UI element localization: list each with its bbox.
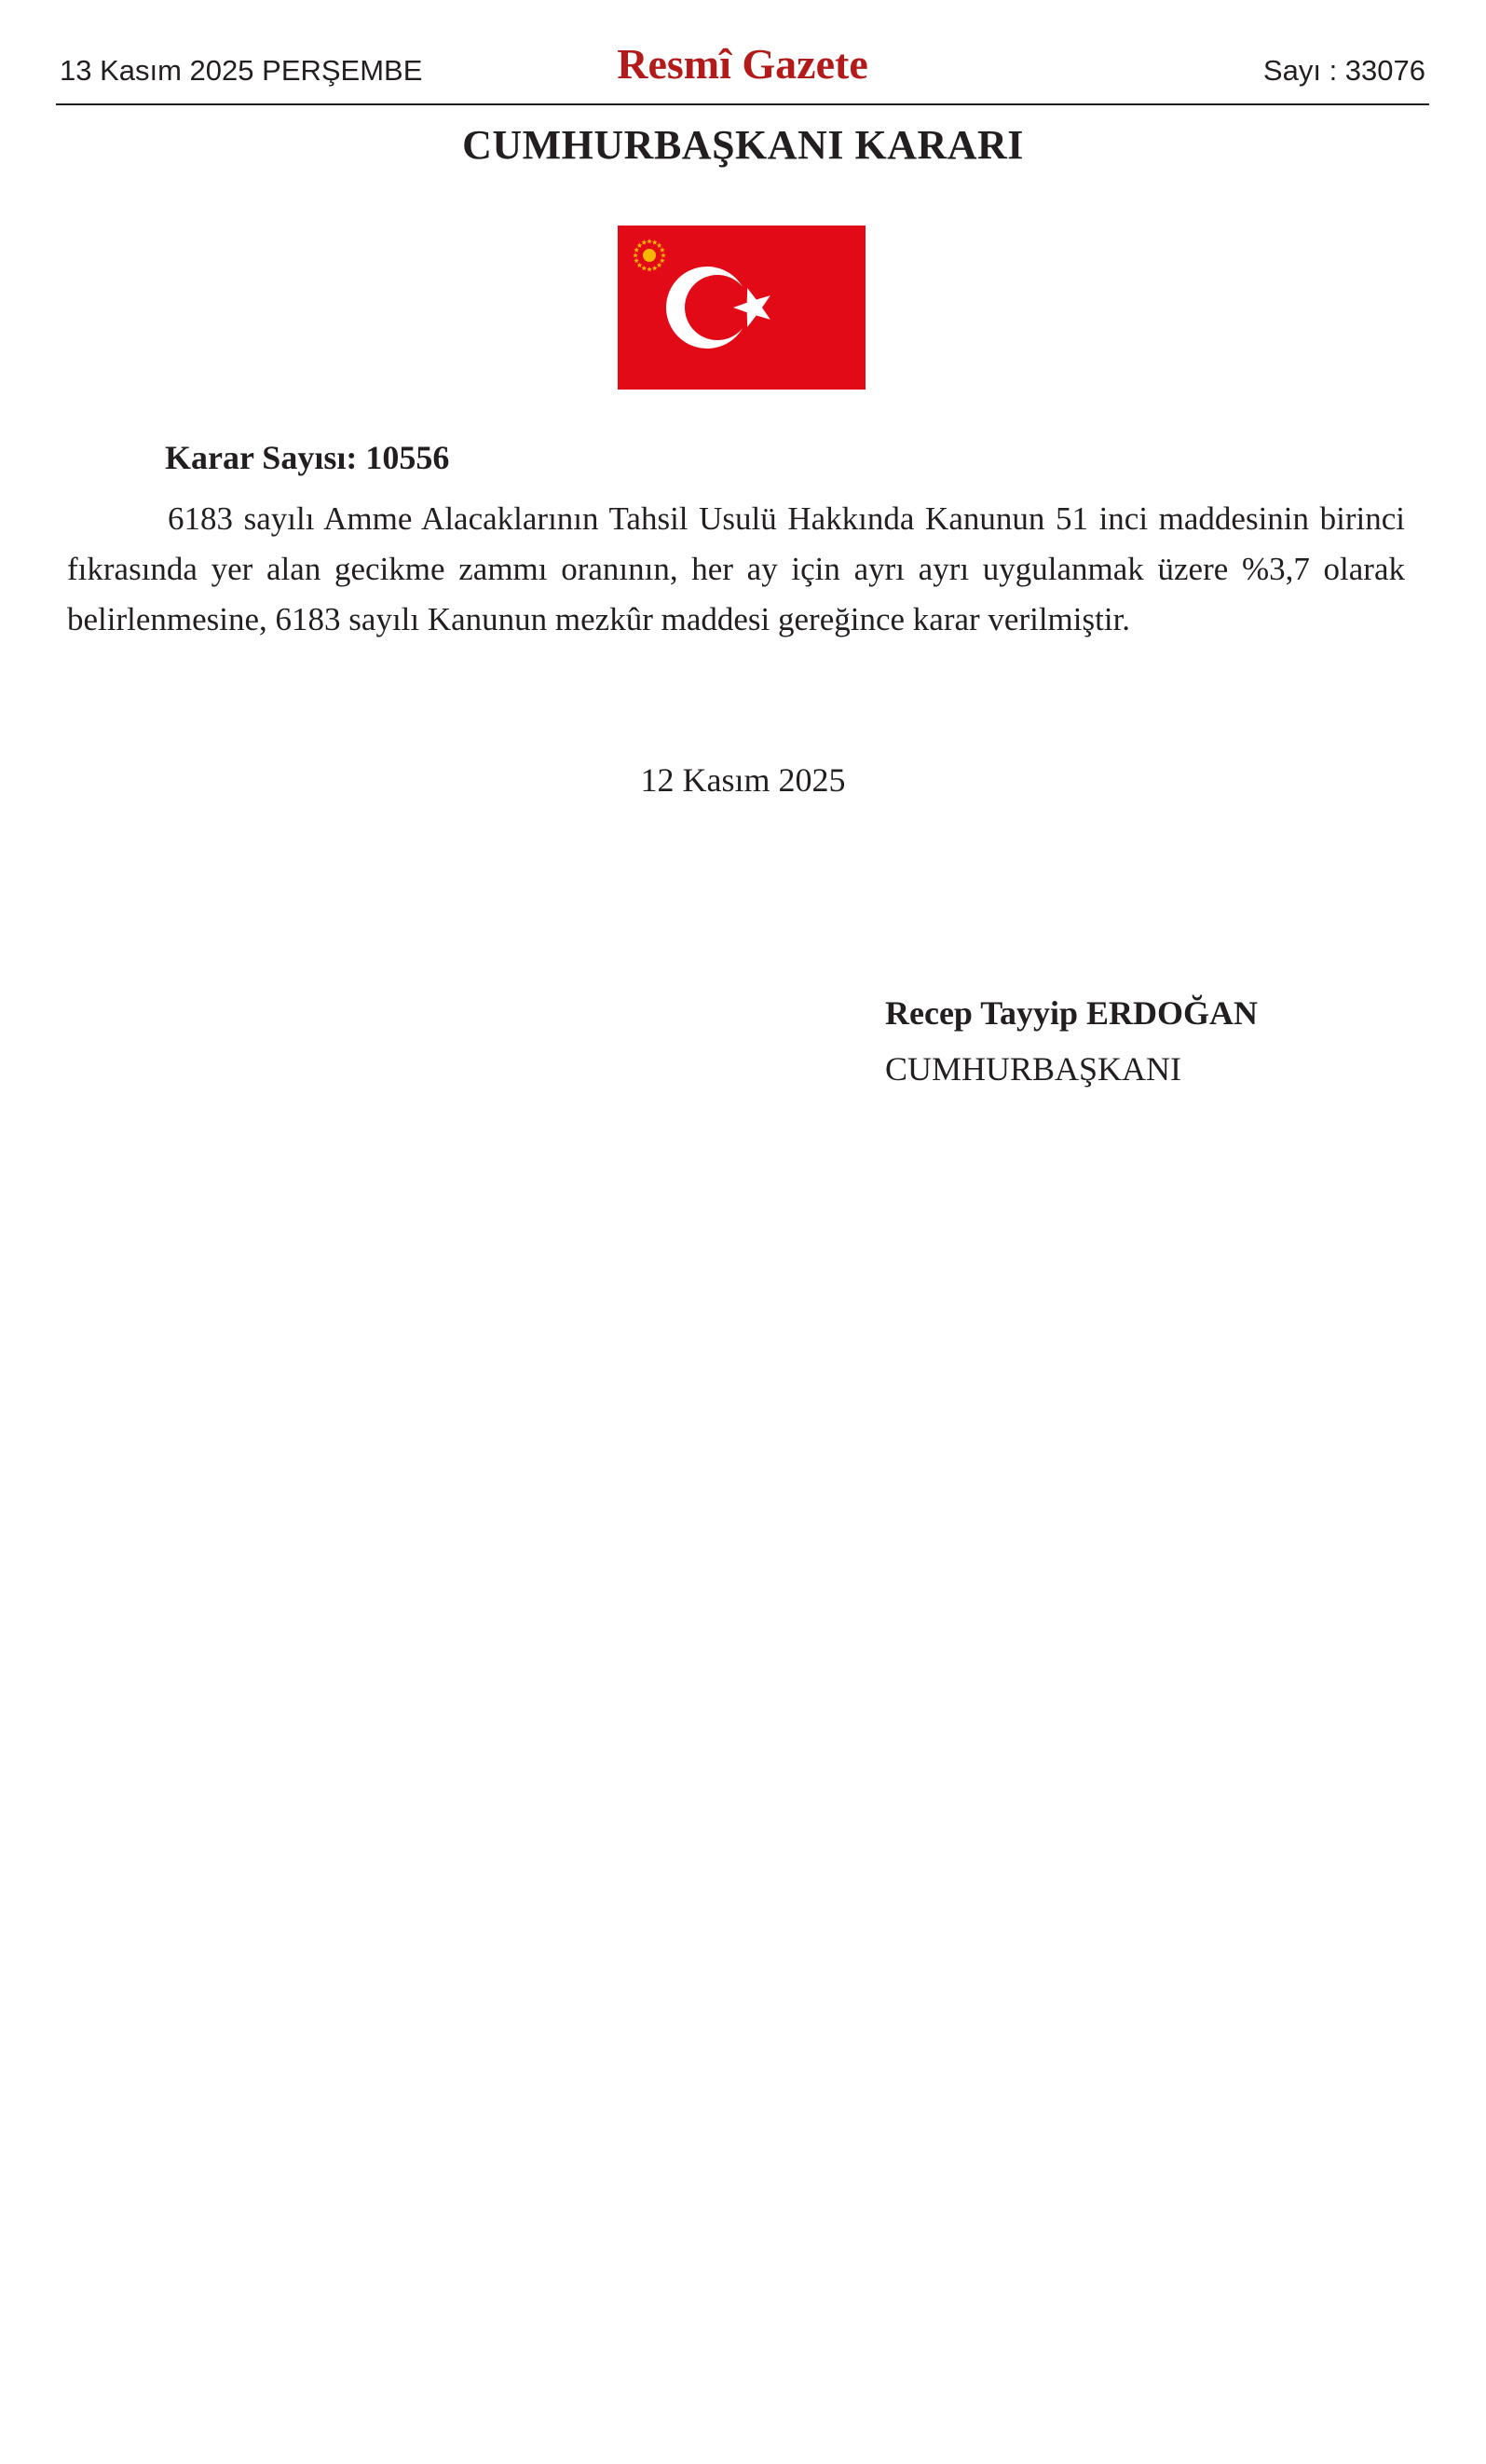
gazette-title: Resmî Gazete <box>617 40 868 88</box>
document-heading: CUMHURBAŞKANI KARARI <box>462 122 1024 168</box>
masthead <box>56 40 1429 103</box>
signatory-first-name: Recep Tayyip <box>885 994 1079 1032</box>
signatory-last-name: ERDOĞAN <box>1086 994 1259 1032</box>
decision-number: Karar Sayısı: 10556 <box>165 439 450 476</box>
signatory-name <box>885 993 1259 1033</box>
issue-number: Sayı : 33076 <box>1262 54 1425 87</box>
decision-date: 12 Kasım 2025 <box>640 761 846 799</box>
decision-body: 6183 sayılı Amme Alacaklarının Tahsil Usulü Hakkında Kanunun 51 inci maddesinin birinci fıkrasında yer alan gecikme zammı oranının, her ay için ayrı ayrı uygulanmak üzere %3,7 olarak belirlenmesine, 6183 sayılı Kanunun mezkûr maddesi gereğince karar verilmiştir. <box>67 500 1405 637</box>
issue-date: 13 Kasım 2025 PERŞEMBE <box>60 54 423 87</box>
turkish-flag-icon <box>618 226 866 390</box>
signatory-title: CUMHURBAŞKANI <box>885 1050 1182 1088</box>
masthead-divider <box>56 103 1429 105</box>
